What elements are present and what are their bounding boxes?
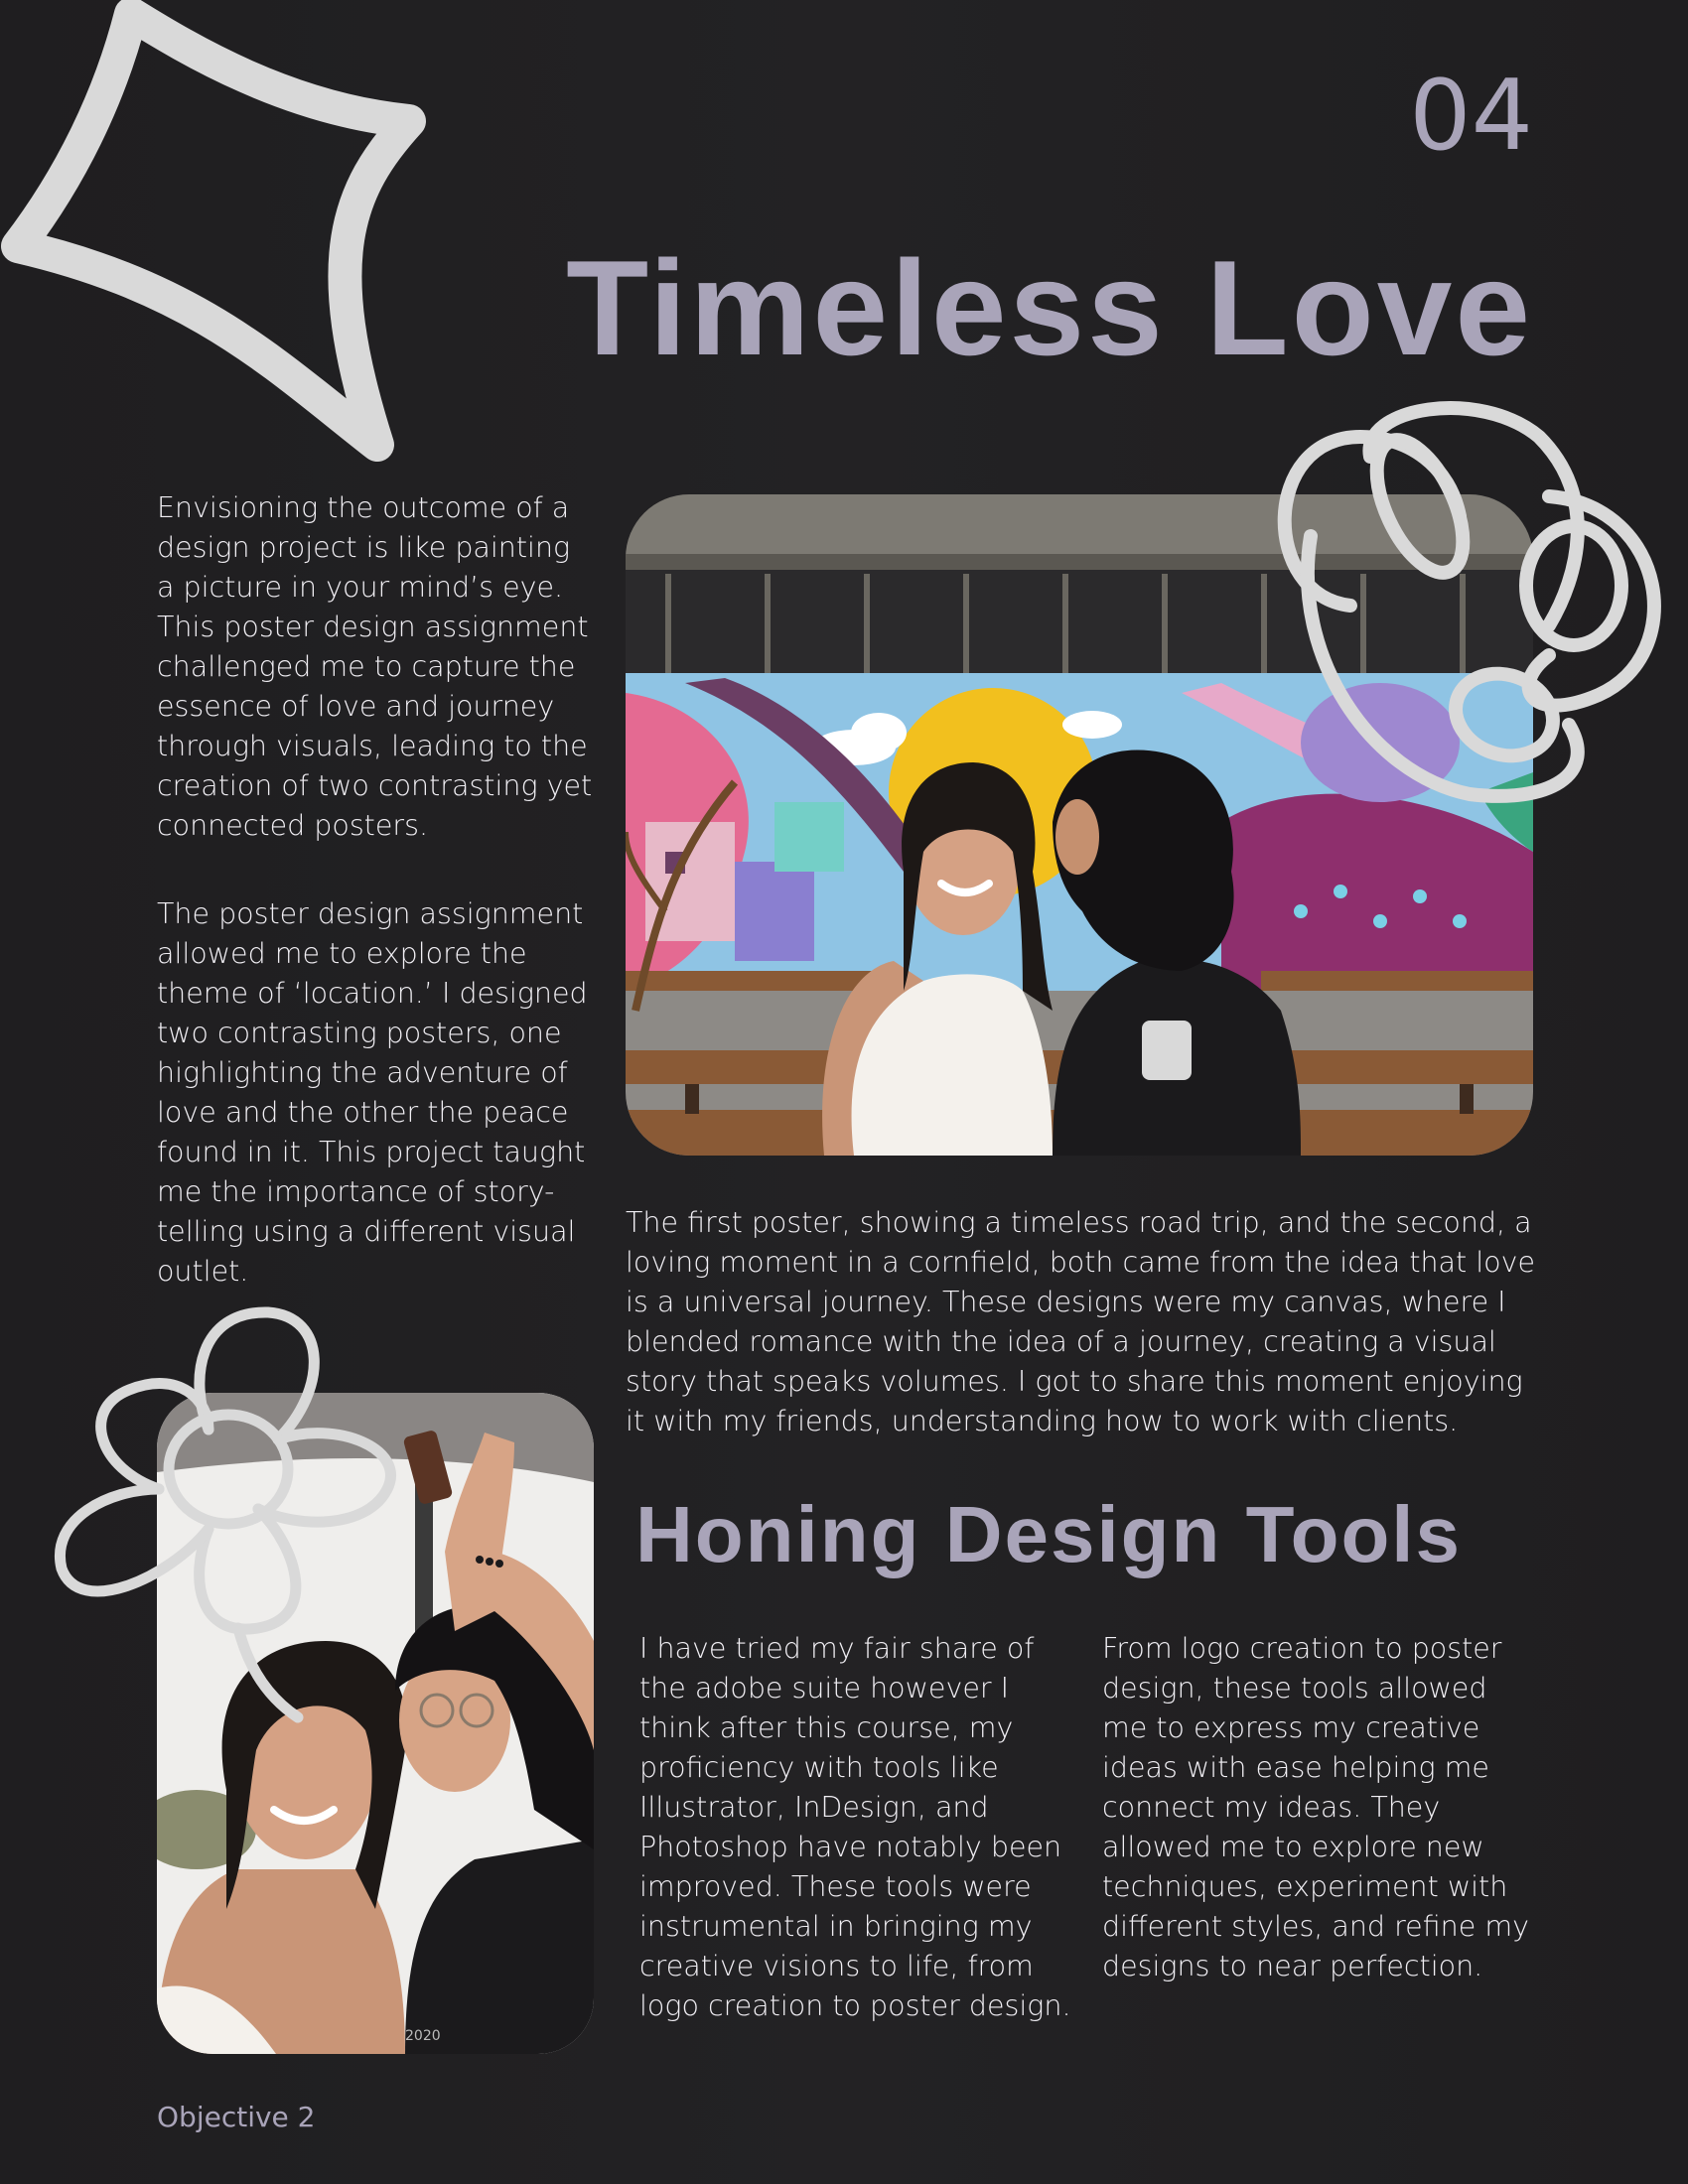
couple-mural-photo <box>626 494 1533 1156</box>
selfie-photo <box>157 1393 594 2054</box>
intro-paragraph-2: The poster design assignment allowed me to explore the theme of ‘location.’ I designed two contrasting posters, one highlighting the adventure of love and the other the peace found in it. This project taught me the importance of story- telling using a different visual outlet. <box>157 897 588 1288</box>
couple-mural-illustration <box>626 494 1533 1156</box>
footer-objective-label: Objective 2 <box>157 2101 316 2133</box>
four-point-star-icon <box>0 0 457 477</box>
intro-paragraph-1: Envisioning the outcome of a design project is like painting a picture in your mind’s eye. This poster design assignment challenged me to capture the essence of love and journey through visuals, leading to the creation of two contrasting yet connected posters. <box>157 491 593 842</box>
tools-column-2: From logo creation to poster design, these tools allowed me to express my creative ideas with ease helping me connect my ideas. They allowed me to explore new techniques, experiment with different styles, and refine my designs to near perfection. <box>1102 1632 1529 1982</box>
shirt-text: 2020 <box>405 2028 441 2044</box>
selfie-illustration <box>157 1393 594 2054</box>
page-number: 04 <box>1409 60 1533 173</box>
posters-paragraph: The first poster, showing a timeless road trip, and the second, a loving moment in a cornfield, both came from the idea that love is a universal journey. These designs were my canvas, where I blended romance with the idea of a journey, creating a visual story that speaks volumes. I got to share this moment enjoying it with my friends, understanding how to work with clients. <box>626 1206 1536 1437</box>
section-heading-tools: Honing Design Tools <box>635 1490 1463 1578</box>
tools-column-1: I have tried my fair share of the adobe suite however I think after this course, my proficiency with tools like Illustrator, InDesign, and Photoshop have notably been improved. These tools were instrumental in bringing my creative visions to life, from logo creation to poster design. <box>639 1632 1071 2022</box>
page-title: Timeless Love <box>566 232 1533 383</box>
